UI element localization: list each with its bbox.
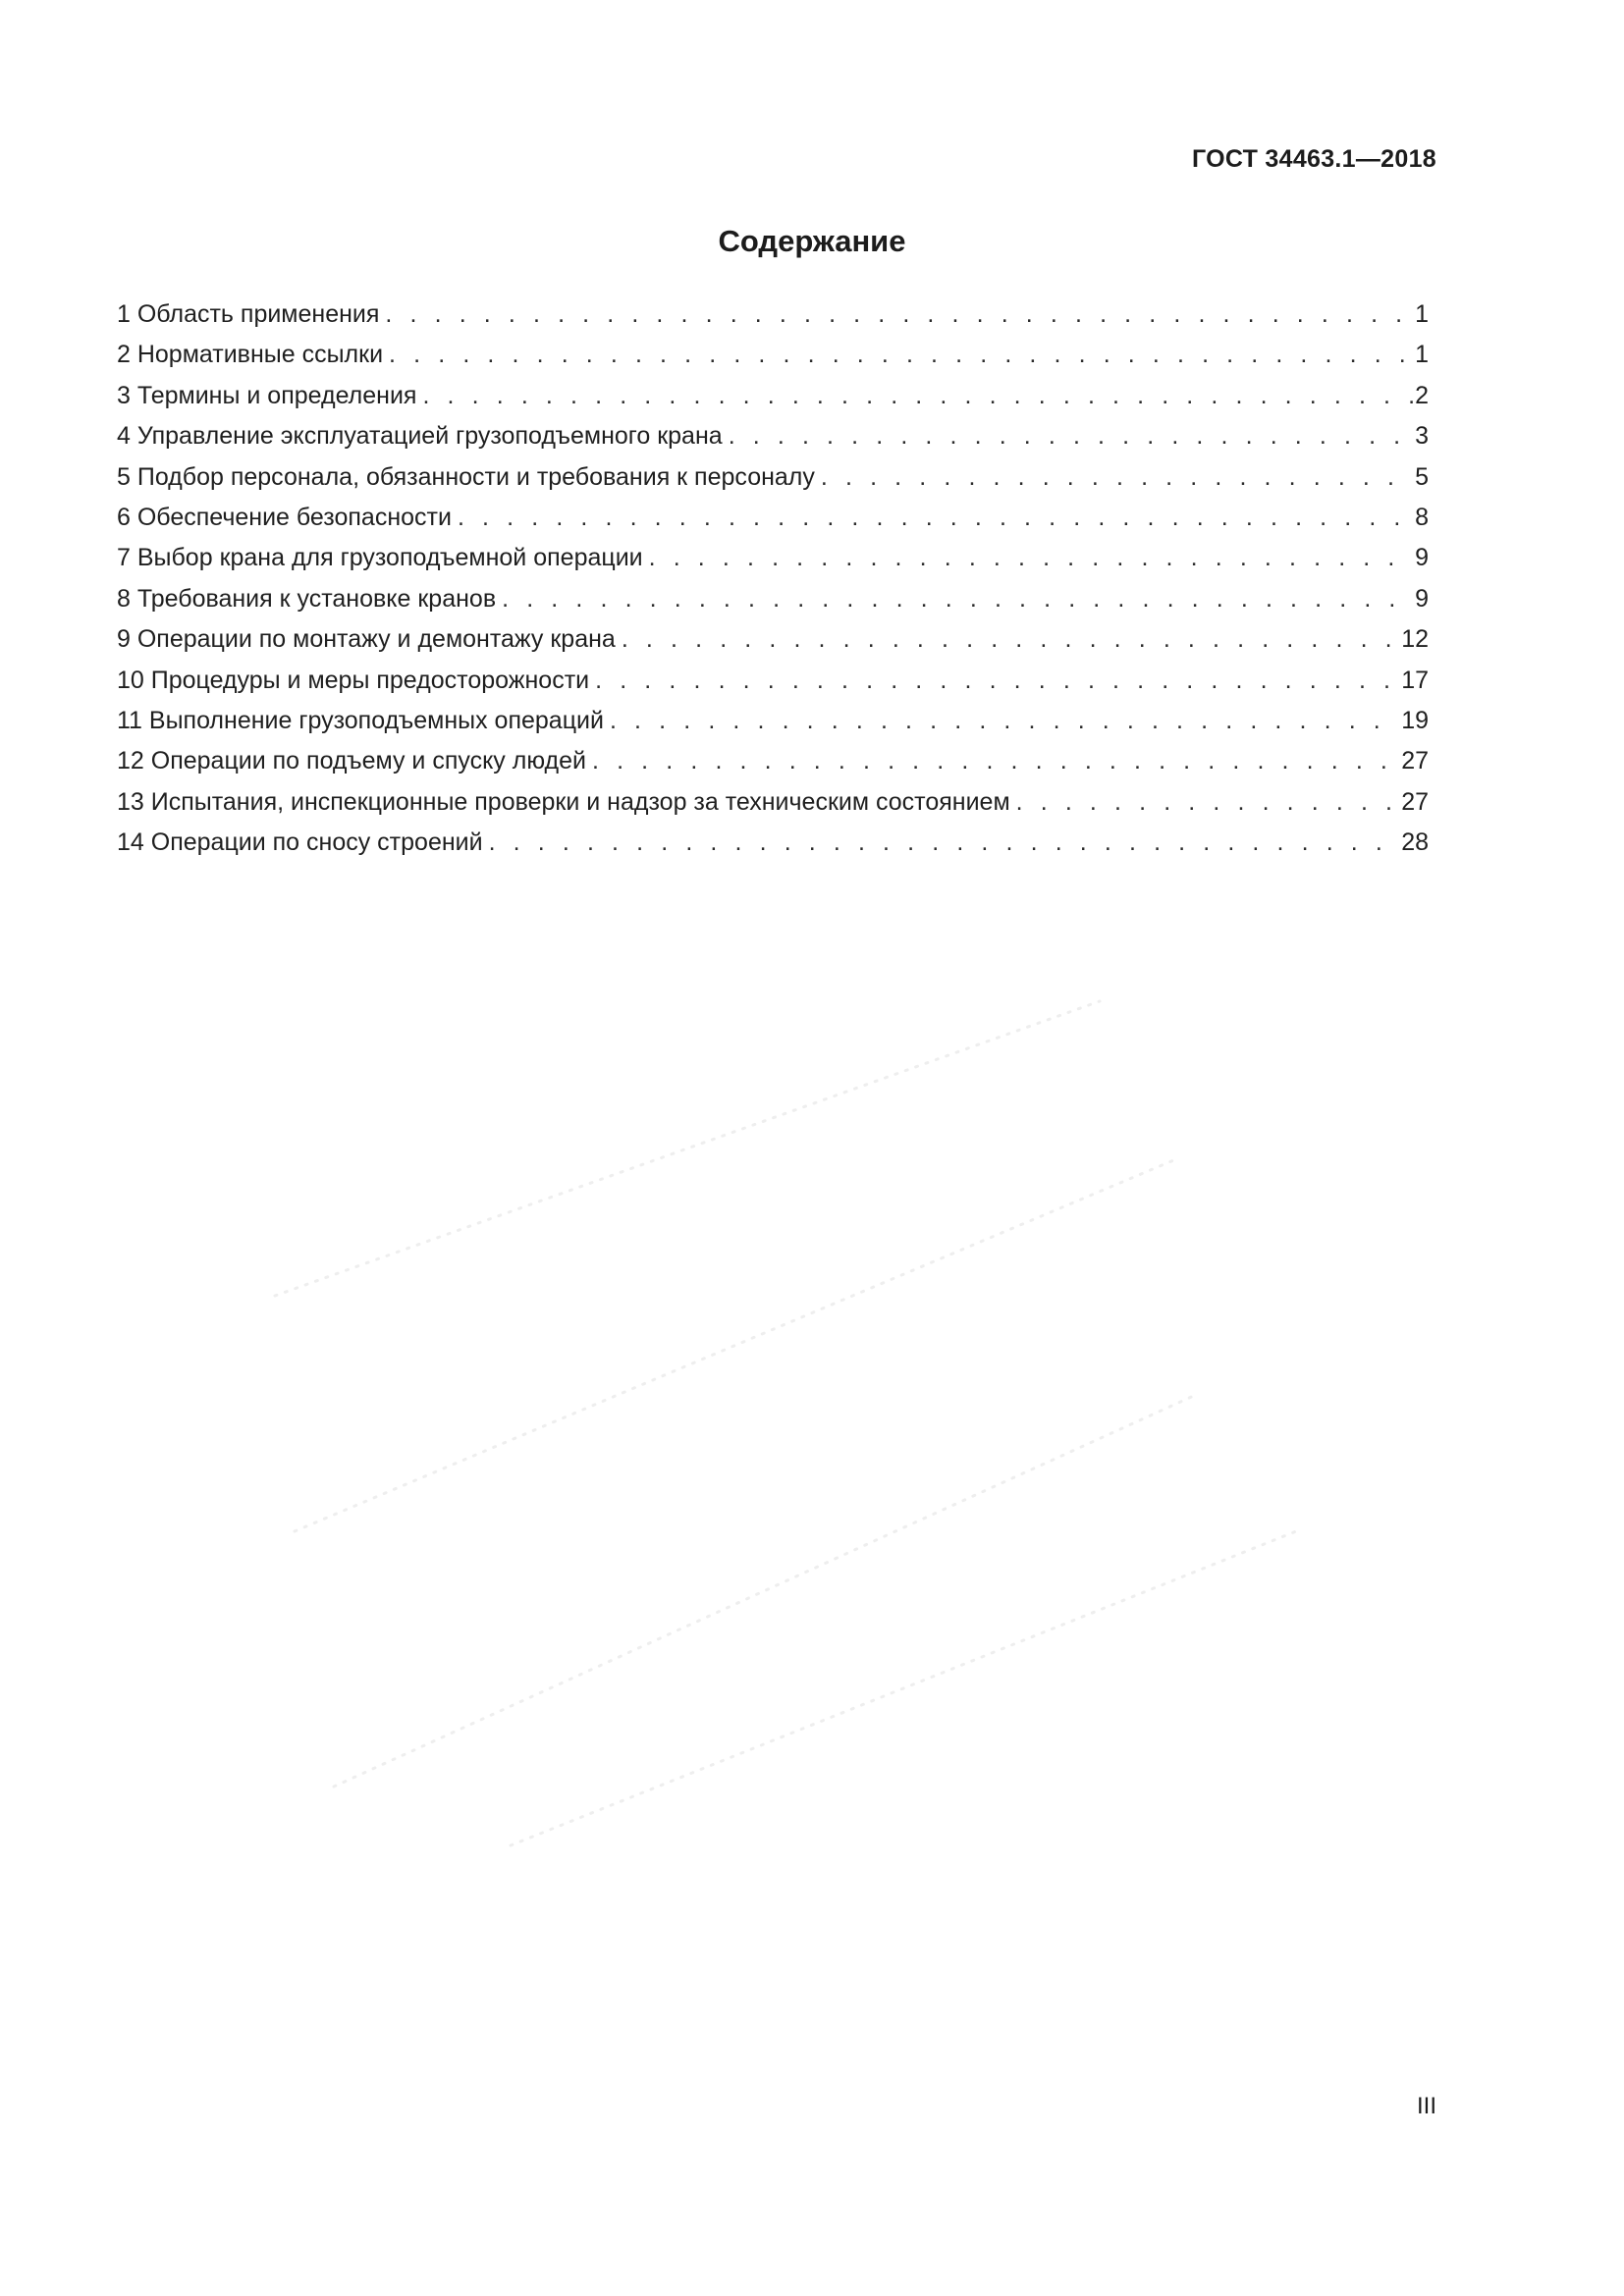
toc-entry-label: 10 Процедуры и меры предосторожности <box>117 666 590 694</box>
toc-entry-page: 1 <box>1415 300 1429 328</box>
toc-entry[interactable] <box>117 782 1429 823</box>
toc-title: Содержание <box>718 224 906 258</box>
dot-leader <box>389 335 1413 375</box>
watermark-background <box>216 982 1394 1865</box>
dot-leader <box>422 376 1413 416</box>
document-id: ГОСТ 34463.1—2018 <box>1191 145 1436 173</box>
toc-entry[interactable] <box>117 741 1429 781</box>
toc-entry[interactable] <box>117 335 1429 375</box>
dot-leader <box>649 538 1413 578</box>
toc-entry-label: 11 Выполнение грузоподъемных операций <box>117 706 604 734</box>
toc-entry-page: 28 <box>1401 828 1429 857</box>
dot-leader <box>502 579 1413 619</box>
table-of-contents <box>117 294 1429 863</box>
dot-leader <box>821 457 1413 498</box>
toc-entry-page: 19 <box>1401 706 1429 734</box>
toc-entry-page: 27 <box>1401 787 1429 816</box>
toc-entry-label: 4 Управление эксплуатацией грузоподъемного крана <box>117 422 723 451</box>
toc-entry-label: 8 Требования к установке кранов <box>117 584 497 613</box>
dot-leader <box>385 294 1413 335</box>
toc-entry[interactable] <box>117 579 1429 619</box>
toc-entry-page: 3 <box>1415 422 1429 451</box>
dot-leader <box>489 823 1400 863</box>
toc-entry-label: 3 Термины и определения <box>117 381 417 409</box>
toc-entry-page: 9 <box>1415 584 1429 613</box>
toc-entry-label: 9 Операции по монтажу и демонтажу крана <box>117 625 616 654</box>
toc-entry[interactable] <box>117 823 1429 863</box>
toc-entry-label: 2 Нормативные ссылки <box>117 341 384 369</box>
toc-entry[interactable] <box>117 376 1429 416</box>
toc-entry[interactable] <box>117 661 1429 701</box>
toc-entry[interactable] <box>117 701 1429 741</box>
dot-leader <box>595 661 1399 701</box>
toc-entry-page: 9 <box>1415 544 1429 572</box>
toc-entry-label: 7 Выбор крана для грузоподъемной операции <box>117 544 643 572</box>
toc-entry-page: 12 <box>1401 625 1429 654</box>
toc-entry-label: 6 Обеспечение безопасности <box>117 503 452 531</box>
toc-entry-page: 8 <box>1415 503 1429 531</box>
toc-entry-label: 1 Область применения <box>117 300 380 328</box>
page-number: III <box>1416 2093 1436 2119</box>
toc-entry[interactable] <box>117 294 1429 335</box>
toc-entry[interactable] <box>117 498 1429 538</box>
toc-entry[interactable] <box>117 457 1429 498</box>
dot-leader <box>592 741 1399 781</box>
toc-entry-label: 13 Испытания, инспекционные проверки и надзор за техническим состоянием <box>117 787 1010 816</box>
toc-entry-page: 5 <box>1415 462 1429 491</box>
toc-entry-page: 2 <box>1415 381 1429 409</box>
toc-entry-label: 5 Подбор персонала, обязанности и требования к персоналу <box>117 462 815 491</box>
toc-entry[interactable] <box>117 416 1429 456</box>
dot-leader <box>729 416 1413 456</box>
toc-entry-page: 17 <box>1401 666 1429 694</box>
toc-entry[interactable] <box>117 538 1429 578</box>
toc-entry-label: 12 Операции по подъему и спуску людей <box>117 747 586 775</box>
toc-entry-page: 27 <box>1401 747 1429 775</box>
dot-leader <box>458 498 1413 538</box>
toc-entry[interactable] <box>117 619 1429 660</box>
toc-entry-label: 14 Операции по сносу строений <box>117 828 483 857</box>
dot-leader <box>610 701 1399 741</box>
dot-leader <box>622 619 1399 660</box>
dot-leader <box>1016 782 1400 823</box>
toc-entry-page: 1 <box>1415 341 1429 369</box>
